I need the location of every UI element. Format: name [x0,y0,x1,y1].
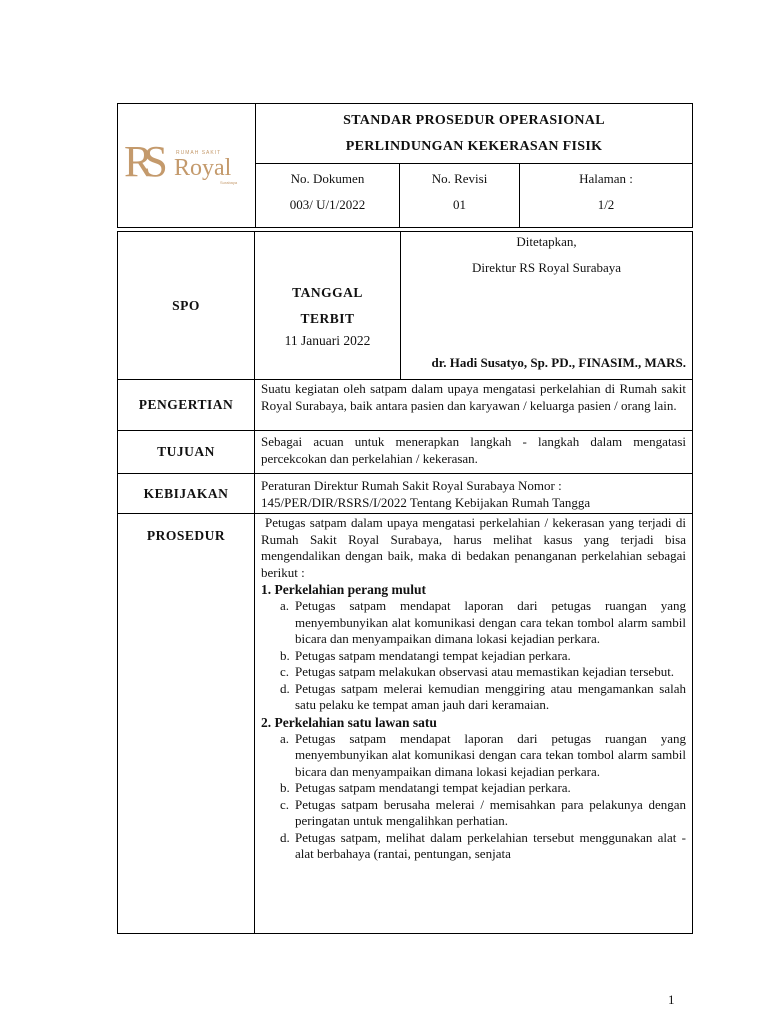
kebijakan-line-2: 145/PER/DIR/RSRS/I/2022 Tentang Kebijakan Rumah Tangga [261,494,591,510]
kebijakan-label: KEBIJAKAN [118,474,255,514]
doc-number-cell [256,164,400,228]
logo-brand: Royal [174,154,232,181]
prosedur-intro: Petugas satpam dalam upaya mengatasi perkelahian / kekerasan yang terjadi di Rumah Sakit Royal Surabaya, harus melihat kasus yang terjadi bisa mengendalikan dengan baik, maka di bedakan penanganan perkelahian sebagai berikut : [261,515,686,580]
logo-rs-mark: RS [124,136,158,186]
page-cell [520,164,693,228]
section-1-heading: 1. Perkelahian perang mulut [261,582,427,597]
date-label-2: TERBIT [300,311,355,326]
list-item: d. Petugas satpam, melihat dalam perkelahian tersebut menggunakan alat - alat berbahaya (rantai, pentungan, senjata [280,829,686,861]
spo-label: SPO [118,232,255,380]
logo-city: Surabaya [220,179,238,185]
list-item: c. Petugas satpam melakukan observasi atau memastikan kejadian tersebut. [280,664,675,679]
hospital-logo [124,136,244,196]
main-table [117,231,693,934]
revision-cell [400,164,520,228]
header-table [117,103,693,228]
revision-value: 01 [453,197,466,212]
list-item: b. Petugas satpam mendatangi tempat kejadian perkara. [280,780,571,795]
tujuan-label: TUJUAN [118,431,255,474]
approval-cell [401,232,693,380]
kebijakan-line-1: Peraturan Direktur Rumah Sakit Royal Surabaya Nomor : [261,478,562,493]
section-2-heading: 2. Perkelahian satu lawan satu [261,714,437,730]
doc-number-label: No. Dokumen [290,171,365,186]
date-cell [255,232,401,380]
list-item: b. Petugas satpam mendatangi tempat kejadian perkara. [280,647,571,663]
list-item: a. Petugas satpam mendapat laporan dari petugas ruangan yang menyembunyikan alat komunikasi dengan cara tekan tombol alarm sambil bicara dan menyampaikan dimana lokasi kejadian perkara. [280,598,686,646]
pengertian-label: PENGERTIAN [118,380,255,431]
prosedur-label: PROSEDUR [118,514,255,934]
director-title: Direktur RS Royal Surabaya [471,260,622,275]
title-line-2: PERLINDUNGAN KEKERASAN FISIK [345,139,603,154]
logo-cell [118,104,256,228]
list-item: d. Petugas satpam melerai kemudian menggiring atau mengamankan salah satu pelaku ke tempat aman jauh dari keramaian. [280,680,686,712]
page-label: Halaman : [579,171,633,186]
kebijakan-text [255,474,693,514]
director-name: dr. Hadi Susatyo, Sp. PD., FINASIM., MARS. [431,355,686,370]
title-line-1: STANDAR PROSEDUR OPERASIONAL [343,113,605,128]
pengertian-text: Suatu kegiatan oleh satpam dalam upaya mengatasi perkelahian di Rumah sakit Royal Surabaya, baik antara pasien dan karyawan / keluarga pasien / orang lain. [255,380,693,431]
list-item: c. Petugas satpam berusaha melerai / memisahkan para pelakunya dengan peringatan untuk mengalihkan perhatian. [280,796,686,828]
logo-tagline: RUMAH SAKIT [176,149,222,156]
date-label-1: TANGGAL [292,285,363,300]
page-value: 1/2 [597,197,615,212]
tujuan-text: Sebagai acuan untuk menerapkan langkah - langkah dalam mengatasi percekcokan dan perkelahian / kekerasan. [255,431,693,474]
prosedur-content [255,514,693,934]
document-title [256,104,693,164]
section-1-list [261,598,686,714]
revision-label: No. Revisi [431,171,488,186]
doc-number-value: 003/ U/1/2022 [289,197,366,212]
date-value: 11 Januari 2022 [284,333,371,348]
page-number: 1 [668,992,675,1007]
list-item: a. Petugas satpam mendapat laporan dari petugas ruangan yang menyembunyikan alat komunikasi dengan cara tekan tombol alarm sambil bicara dan menyampaikan dimana lokasi kejadian perkara. [280,730,686,779]
approval-label: Ditetapkan, [516,234,577,249]
section-2-list [261,731,686,863]
